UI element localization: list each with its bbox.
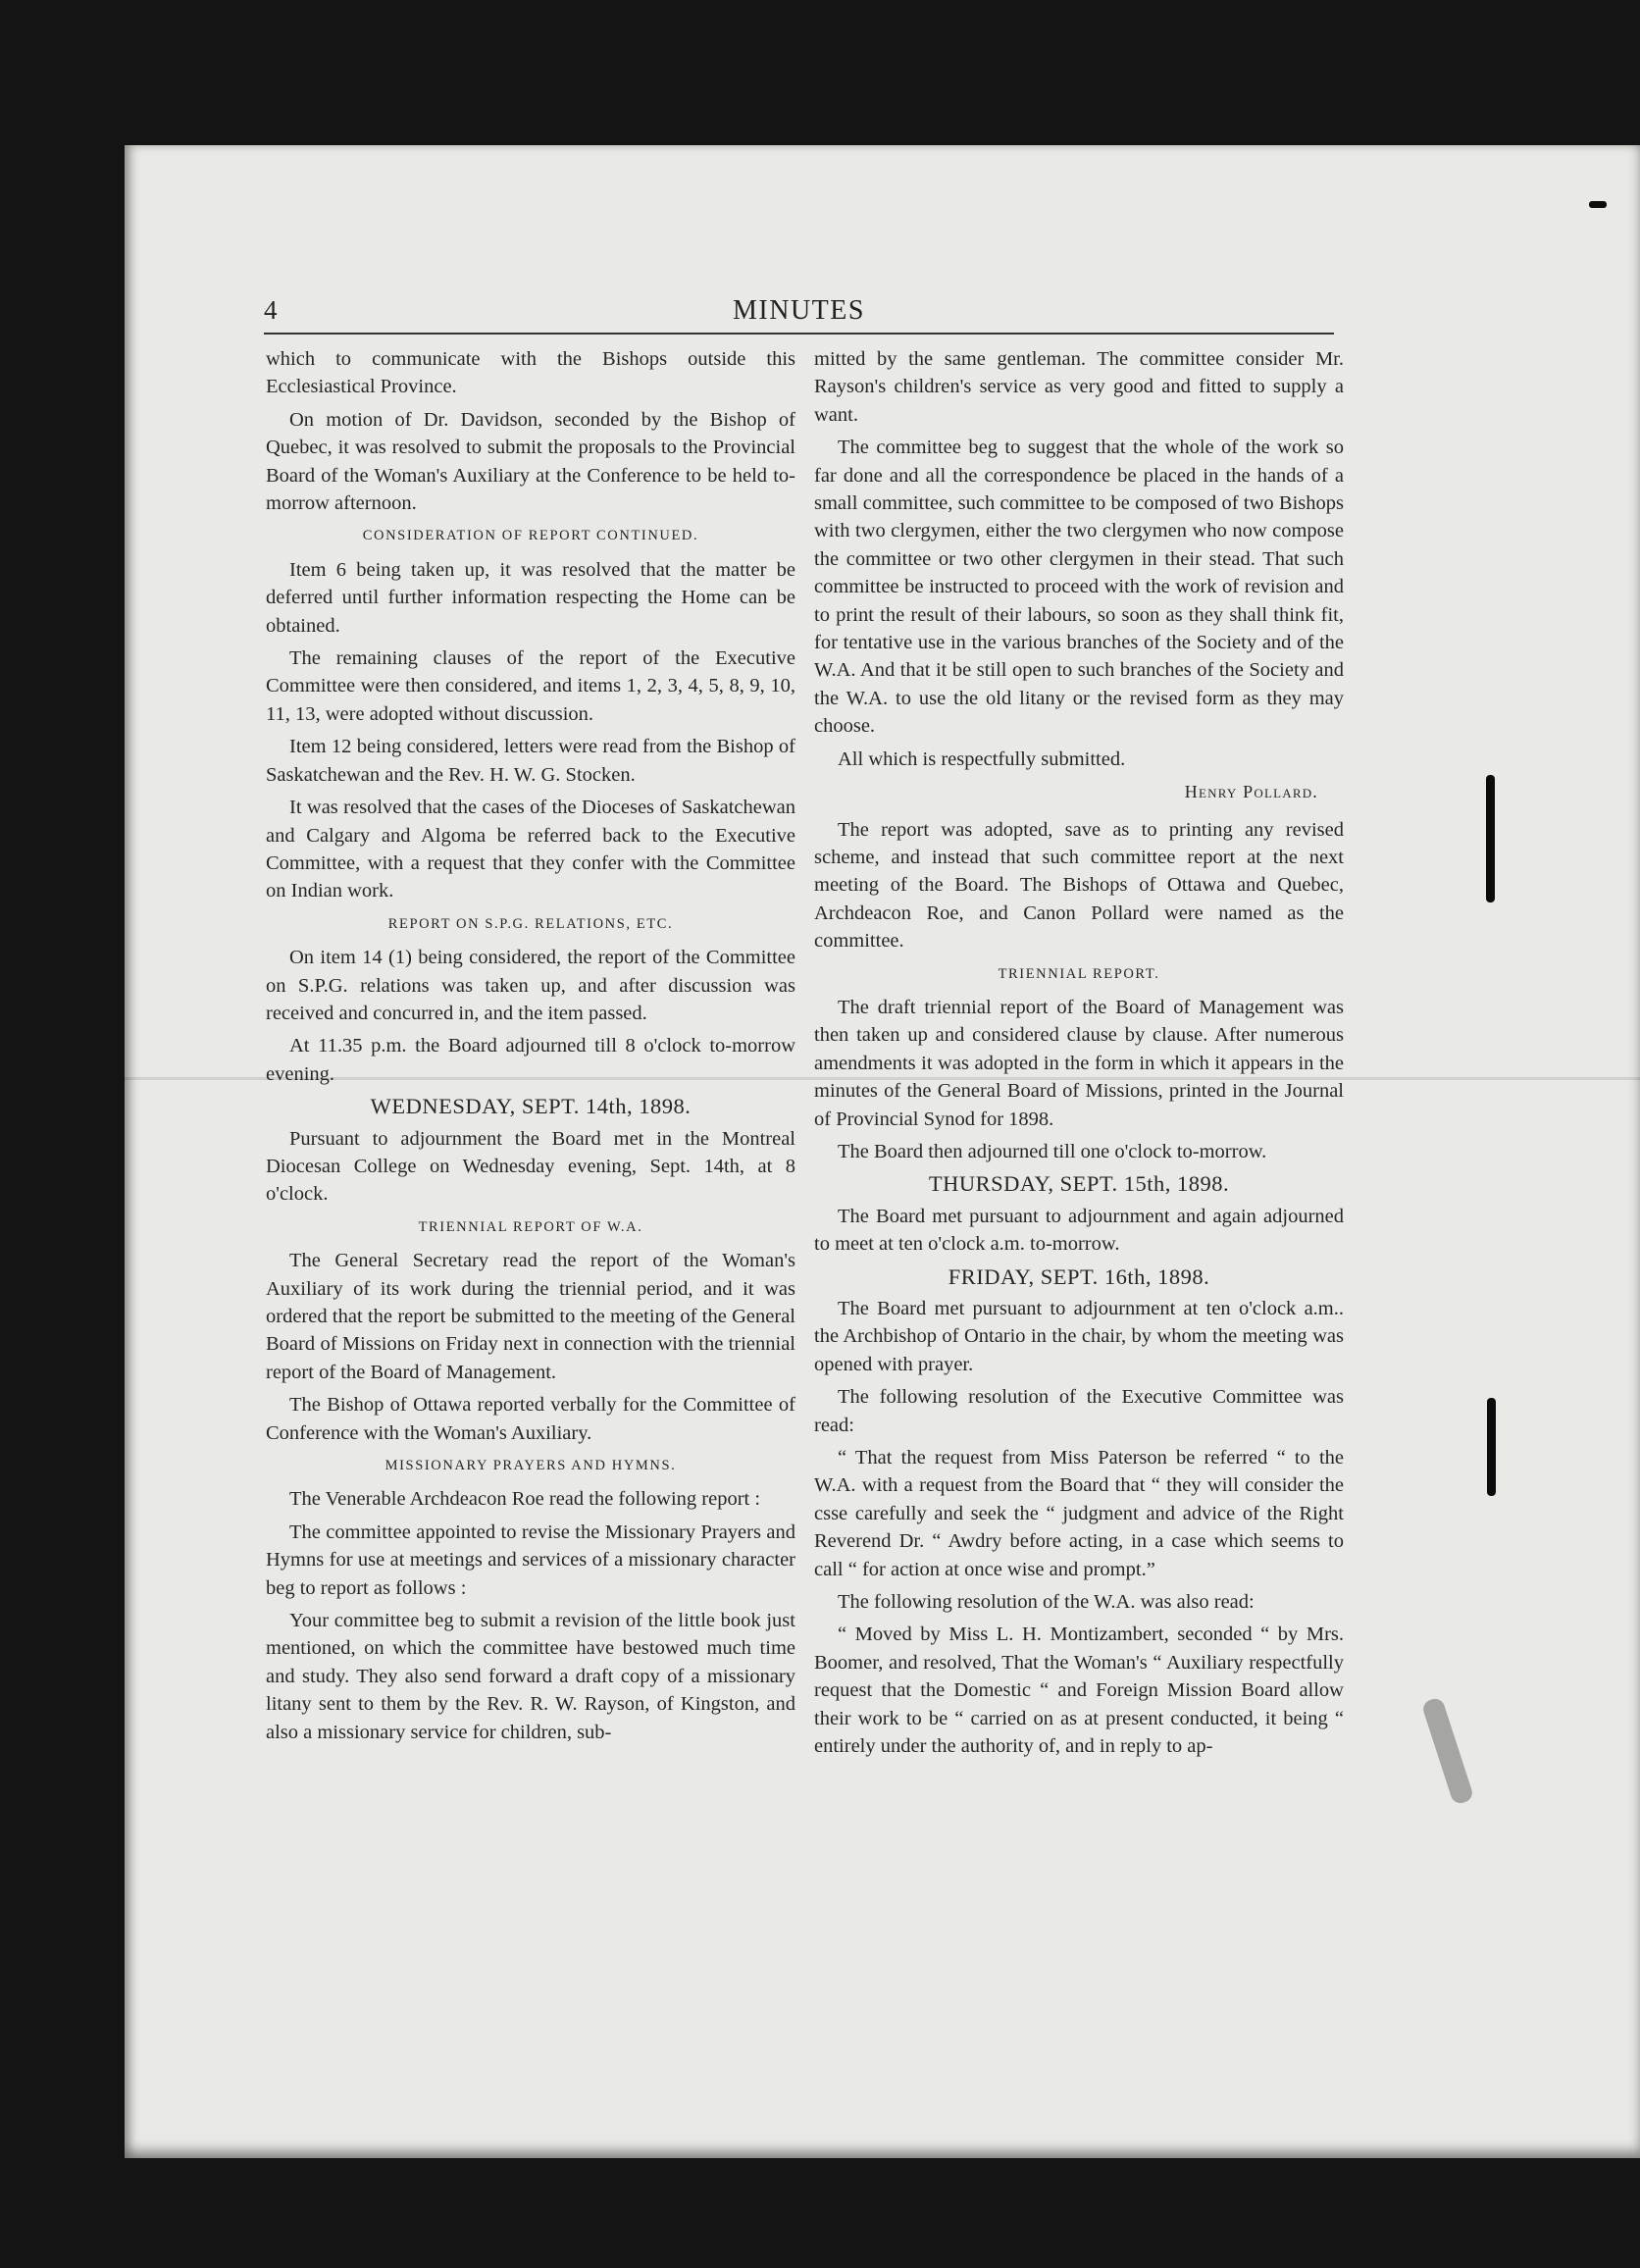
paragraph: The Board met pursuant to adjournment at ten o'clock a.m.. the Archbishop of Ontario in the chair, by whom the meeting was opened with prayer.: [814, 1298, 1344, 1375]
section-heading: CONSIDERATION OF REPORT CONTINUED.: [362, 528, 699, 544]
running-title: MINUTES: [733, 295, 865, 326]
paragraph: On item 14 (1) being considered, the report of the Committee on S.P.G. relations was taken up, and after discussion was received and concurred in, and the item passed.: [266, 947, 795, 1024]
scan-blemish: [1486, 775, 1495, 902]
paragraph: The committee beg to suggest that the whole of the work so far done and all the correspondence be placed in the hands of a small committee, such committee to be composed of two Bishops with two clergymen, either the two clergymen who now compose the committee or two other clergymen in their stead. That such committee be instructed to proceed with the work of revision and to print the result of their labours, so soon as they shall think fit, for tentative use in the various branches of the Society and of the W.A. And that it be still open to such branches of the Society and the W.A. to use the old litany or the revised form as they may choose.: [814, 437, 1344, 738]
paragraph: Pursuant to adjournment the Board met in the Montreal Diocesan College on Wednesday evening, Sept. 14th, at 8 o'clock.: [266, 1127, 795, 1206]
left-column: [266, 345, 795, 1751]
right-column: [814, 345, 1344, 1766]
paragraph: The committee appointed to revise the Missionary Prayers and Hymns for use at meetings and services of a missionary character beg to report as follows :: [266, 1521, 795, 1599]
paragraph: The Bishop of Ottawa reported verbally for the Committee of Conference with the Woman's Auxiliary.: [266, 1394, 795, 1444]
scan-blemish: [1589, 201, 1607, 208]
page-number: 4: [264, 295, 278, 325]
section-heading: TRIENNIAL REPORT.: [998, 965, 1160, 982]
paragraph: The report was adopted, save as to printing any revised scheme, and instead that such committee report at the next meeting of the Board. The Bishops of Ottawa and Quebec, Archdeacon Roe, and Canon Pollard were named as the committee.: [814, 818, 1344, 953]
paragraph: Item 6 being taken up, it was resolved that the matter be deferred until further information respecting the Home can be obtained.: [266, 558, 795, 637]
section-heading: TRIENNIAL REPORT OF W.A.: [418, 1218, 643, 1235]
date-heading: THURSDAY, SEPT. 15th, 1898.: [928, 1171, 1230, 1197]
paragraph: At 11.35 p.m. the Board adjourned till 8 o'clock to-morrow evening.: [266, 1035, 795, 1085]
paragraph: The General Secretary read the report of the Woman's Auxiliary of its work during the triennial period, and it was ordered that the report be submitted to the meeting of the General Board of Missions on Friday next in connection with the triennial report of the Board of Management.: [266, 1250, 795, 1383]
paragraph: The remaining clauses of the report of the Executive Committee were then considered, and items 1, 2, 3, 4, 5, 8, 9, 10, 11, 13, were adopted without discussion.: [266, 647, 795, 725]
paragraph: The following resolution of the Executive Committee was read:: [814, 1386, 1344, 1436]
paragraph: The Board then adjourned till one o'clock to-morrow.: [838, 1140, 1267, 1162]
paragraph: The Board met pursuant to adjournment and again adjourned to meet at ten o'clock a.m. to-morrow.: [814, 1205, 1344, 1256]
header-rule: [264, 333, 1334, 335]
paragraph: The Venerable Archdeacon Roe read the following report :: [289, 1488, 761, 1511]
running-header: [264, 295, 1334, 333]
section-heading: MISSIONARY PRAYERS AND HYMNS.: [384, 1458, 677, 1474]
date-heading: FRIDAY, SEPT. 16th, 1898.: [948, 1263, 1210, 1289]
paragraph: Item 12 being considered, letters were read from the Bishop of Saskatchewan and the Rev. H. W. G. Stocken.: [266, 736, 795, 786]
paragraph: Your committee beg to submit a revision of the little book just mentioned, on which the committee have bestowed much time and study. They also send forward a draft copy of a missionary litany sent to them by the Rev. R. W. Rayson, of Kingston, and also a missionary service for children, sub-: [266, 1610, 795, 1743]
scan-blemish: [1487, 1398, 1496, 1496]
paragraph: All which is respectfully submitted.: [838, 747, 1126, 770]
paragraph: mitted by the same gentleman. The committee consider Mr. Rayson's children's service as very good and fitted to supply a want.: [814, 348, 1344, 426]
paragraph: which to communicate with the Bishops outside this Ecclesiastical Province.: [266, 348, 795, 398]
quoted-resolution: “ Moved by Miss L. H. Montizambert, seconded “ by Mrs. Boomer, and resolved, That the Woman's “ Auxiliary respectfully request that the Domestic “ and Foreign Mission Board allow their work to be “ carried on as at present conducted, it being “ entirely under the authority of, and in reply to ap-: [814, 1624, 1344, 1758]
quoted-resolution: “ That the request from Miss Paterson be referred “ to the W.A. with a request from the Board that “ they will consider the csse carefully and seek the “ judgment and advice of the Right Reverend Dr. “ Awdry before acting, in a case which seems to call “ for action at once wise and prompt.”: [814, 1447, 1344, 1580]
paragraph: It was resolved that the cases of the Dioceses of Saskatchewan and Calgary and Algoma be referred back to the Executive Committee, with a request that they confer with the Committee on Indian work.: [266, 797, 795, 902]
paragraph: The following resolution of the W.A. was also read:: [838, 1591, 1255, 1614]
section-heading: REPORT ON S.P.G. RELATIONS, ETC.: [387, 915, 674, 932]
signature: Henry Pollard.: [1184, 782, 1318, 802]
paragraph: On motion of Dr. Davidson, seconded by the Bishop of Quebec, it was resolved to submit the proposals to the Provincial Board of the Woman's Auxiliary at the Conference to be held to-morrow afternoon.: [266, 408, 795, 515]
date-heading: WEDNESDAY, SEPT. 14th, 1898.: [370, 1094, 692, 1119]
paragraph: The draft triennial report of the Board of Management was then taken up and considered clause by clause. After numerous amendments it was adopted in the form in which it appears in the minutes of the General Board of Missions, printed in the Journal of Provincial Synod for 1898.: [814, 996, 1344, 1130]
